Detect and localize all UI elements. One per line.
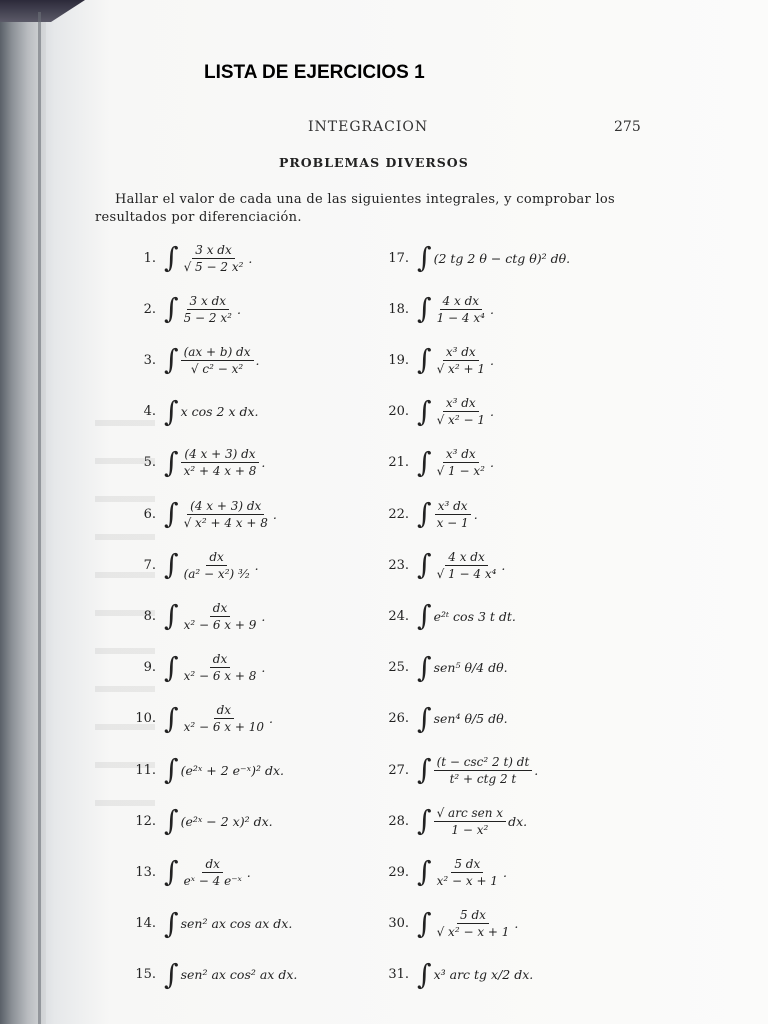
fraction [181,550,253,581]
exercise-number: 21. [388,455,409,471]
exercise-item [381,334,494,386]
integral-expression [417,957,534,991]
exercise-item [381,642,508,694]
integral-expression [417,396,494,427]
integral-expression [417,345,494,376]
instructions-line-2: resultados por diferenciación. [95,210,302,225]
numerator: x³ dx [435,499,471,515]
integral-sign-icon: ∫ [164,701,179,735]
exercise-item [128,539,259,591]
integral-expression [164,243,252,274]
integral-sign-icon: ∫ [164,343,179,377]
integrand: (e²ˣ + 2 e⁻ˣ)² dx. [180,762,284,778]
expression-tail: . [246,864,251,880]
integral-expression [417,908,518,939]
integrand: sen² ax cos² ax dx. [180,967,298,983]
integral-sign-icon: ∫ [164,241,179,274]
integrand: (2 tg 2 θ − ctg θ)² dθ. [433,250,571,266]
expression-tail: . [236,301,241,317]
expression-tail: . [254,557,259,573]
integrand: x cos 2 x dx. [180,404,259,420]
exercise-item [381,744,538,796]
integral-sign-icon: ∫ [417,497,432,530]
numerator: dx [214,703,234,719]
integral-sign-icon: ∫ [164,650,179,684]
integral-sign-icon: ∫ [164,445,179,479]
integral-sign-icon: ∫ [164,753,179,786]
exercise-item [128,590,265,642]
integrand: sen⁴ θ/5 dθ. [433,711,508,727]
exercise-number: 6. [143,506,156,522]
exercise-item [128,437,265,489]
integral-sign-icon: ∫ [164,855,179,889]
fraction [434,550,500,581]
exercise-number: 25. [388,660,409,676]
fraction [181,345,254,376]
instructions-line-1: Hallar el valor de cada una de las siguientes integrales, y comprobar los [115,192,616,207]
exercise-number: 2. [143,301,156,317]
integral-sign-icon: ∫ [417,343,432,377]
numerator: 5 dx [451,857,483,873]
expression-tail: . [534,762,539,778]
exercise-item [381,437,494,489]
expression-tail: . [261,455,266,471]
exercise-item [381,898,518,950]
integrand: (e²ˣ − 2 x)² dx. [180,813,273,829]
fraction [181,447,260,478]
exercise-number: 11. [135,762,156,778]
numerator: 4 x dx [445,550,487,566]
exercise-number: 12. [135,813,156,829]
expression-tail: . [489,352,494,368]
numerator: √ arc sen x [434,806,506,822]
fraction [434,447,488,478]
exercise-item [381,949,533,1001]
integral-sign-icon: ∫ [164,906,179,940]
denominator: x² − 6 x + 9 [183,617,257,632]
exercise-item [381,232,570,284]
integral-expression [164,703,273,734]
integral-expression [417,599,516,633]
integral-expression [164,394,259,428]
expression-tail: . [489,455,494,471]
numerator: x³ dx [443,396,479,412]
page-number: 275 [614,119,641,135]
exercise-number: 23. [388,557,409,573]
fraction [434,857,501,888]
running-header: INTEGRACION [308,119,429,135]
integral-sign-icon: ∫ [417,957,432,991]
exercise-number: 26. [388,711,409,727]
denominator: x − 1 [436,515,469,530]
expression-tail: . [489,301,494,317]
denominator: √ 5 − 2 x² [183,259,244,274]
exercise-item [381,693,508,745]
integral-expression [164,857,251,888]
numerator: (t − csc² 2 t) dt [434,755,533,771]
integral-expression [164,753,284,786]
exercise-number: 13. [135,864,156,880]
fraction [434,499,472,530]
exercise-item [128,744,284,796]
integral-expression [417,650,508,684]
exercise-item [381,795,527,847]
integral-sign-icon: ∫ [417,241,432,274]
denominator: √ c² − x² [190,361,244,376]
integrand: x³ arc tg x/2 dx. [433,967,534,983]
integral-sign-icon: ∫ [417,855,432,889]
numerator: dx [206,550,226,566]
denominator: 1 − x² [451,822,489,837]
numerator: 5 dx [457,908,489,924]
denominator: √ x² + 4 x + 8 [183,515,268,530]
expression-tail: dx. [508,813,528,829]
numerator: 3 x dx [187,294,229,310]
exercise-item [128,488,277,540]
exercise-number: 29. [388,864,409,880]
expression-tail: . [248,250,253,266]
integral-sign-icon: ∫ [417,753,432,786]
fraction [434,396,488,427]
denominator: √ x² − x + 1 [436,925,510,940]
integral-sign-icon: ∫ [417,394,432,428]
fraction [181,857,245,888]
section-title: PROBLEMAS DIVERSOS [279,155,469,170]
exercise-item [128,846,251,898]
exercise-number: 28. [388,813,409,829]
integral-sign-icon: ∫ [164,599,179,633]
fraction [181,243,247,274]
exercise-item [128,642,265,694]
integral-expression [164,957,298,991]
exercise-item [128,898,292,950]
document-title: LISTA DE EJERCICIOS 1 [204,62,425,83]
expression-tail: . [489,404,494,420]
numerator: 4 x dx [440,294,482,310]
exercise-item [381,846,507,898]
expression-tail: . [269,711,274,727]
integral-expression [417,701,508,735]
numerator: dx [202,857,222,873]
integral-expression [417,550,505,581]
integral-expression [164,447,265,478]
exercise-item [381,283,494,335]
exercise-number: 30. [388,916,409,932]
integral-expression [417,806,527,837]
integral-expression [164,294,241,325]
numerator: (4 x + 3) dx [187,499,264,515]
instructions [95,191,645,227]
denominator: x² − 6 x + 8 [183,669,257,684]
exercise-number: 10. [135,711,156,727]
integral-expression [164,652,265,683]
expression-tail: . [272,506,277,522]
exercise-number: 5. [143,455,156,471]
integral-expression [417,294,494,325]
numerator: dx [210,652,230,668]
exercise-item [128,693,273,745]
exercise-item [381,488,478,540]
integral-sign-icon: ∫ [417,445,432,479]
exercise-item [128,795,273,847]
fraction [434,294,488,325]
integral-sign-icon: ∫ [417,548,432,582]
exercise-number: 7. [143,557,156,573]
fraction [434,345,488,376]
expression-tail: . [473,506,478,522]
exercise-number: 3. [143,352,156,368]
integral-sign-icon: ∫ [417,292,432,326]
fraction [181,703,267,734]
expression-tail: . [261,608,266,624]
denominator: 1 − 4 x⁴ [436,310,485,325]
exercise-number: 24. [388,608,409,624]
integrand: e²ᵗ cos 3 t dt. [433,608,516,624]
book-binding-shadow [0,0,85,22]
integral-sign-icon: ∫ [417,804,432,838]
integral-sign-icon: ∫ [417,650,432,684]
exercise-number: 27. [388,762,409,778]
integral-sign-icon: ∫ [417,701,432,735]
numerator: dx [210,601,230,617]
expression-tail: . [261,660,266,676]
integral-sign-icon: ∫ [417,906,432,940]
fraction [434,806,506,837]
exercise-number: 19. [388,352,409,368]
fraction [181,652,260,683]
integral-expression [417,499,478,530]
integral-sign-icon: ∫ [164,394,179,428]
denominator: √ 1 − 4 x⁴ [436,566,497,581]
denominator: √ 1 − x² [436,464,485,479]
fraction [181,499,271,530]
integrand: sen⁵ θ/4 dθ. [433,660,508,676]
exercise-number: 18. [388,301,409,317]
denominator: eˣ − 4 e⁻ˣ [183,873,242,888]
exercise-number: 22. [388,506,409,522]
denominator: x² − x + 1 [436,873,498,888]
integral-expression [417,447,494,478]
denominator: 5 − 2 x² [183,310,232,325]
denominator: (a² − x²) ³⁄₂ [183,566,250,581]
fraction [181,294,235,325]
integral-sign-icon: ∫ [164,497,179,530]
integral-expression [417,241,571,274]
fraction [434,908,513,939]
integral-sign-icon: ∫ [164,957,179,991]
exercise-item [128,334,260,386]
exercise-number: 20. [388,404,409,420]
integral-sign-icon: ∫ [164,548,179,582]
numerator: (ax + b) dx [181,345,254,361]
integral-sign-icon: ∫ [417,599,432,633]
exercise-number: 31. [388,967,409,983]
integral-expression [164,601,265,632]
exercise-item [381,539,505,591]
integral-expression [417,857,507,888]
exercise-number: 8. [143,608,156,624]
exercise-number: 1. [143,250,156,266]
exercise-number: 15. [135,967,156,983]
exercise-item [381,386,494,438]
expression-tail: . [502,864,507,880]
expression-tail: . [255,352,260,368]
page-fold [38,12,41,1024]
fraction [181,601,260,632]
exercise-item [128,949,297,1001]
integral-expression [164,804,273,838]
exercise-item [128,232,252,284]
numerator: x³ dx [443,345,479,361]
integral-sign-icon: ∫ [164,292,179,326]
integral-expression [164,499,277,530]
integrand: sen² ax cos ax dx. [180,916,293,932]
denominator: √ x² − 1 [436,413,485,428]
denominator: x² − 6 x + 10 [183,720,265,735]
integral-expression [164,345,260,376]
exercise-item [128,386,259,438]
denominator: x² + 4 x + 8 [183,464,257,479]
numerator: x³ dx [443,447,479,463]
exercise-number: 9. [143,660,156,676]
exercise-item [128,283,241,335]
expression-tail: . [501,557,506,573]
integral-expression [164,906,293,940]
numerator: 3 x dx [192,243,234,259]
integral-sign-icon: ∫ [164,804,179,838]
exercise-number: 17. [388,250,409,266]
denominator: t² + ctg 2 t [449,771,517,786]
denominator: √ x² + 1 [436,361,485,376]
expression-tail: . [514,916,519,932]
exercise-number: 14. [135,916,156,932]
numerator: (4 x + 3) dx [181,447,258,463]
exercise-number: 4. [143,404,156,420]
integral-expression [164,550,259,581]
exercise-item [381,590,516,642]
integral-expression [417,755,538,786]
fraction [434,755,533,786]
